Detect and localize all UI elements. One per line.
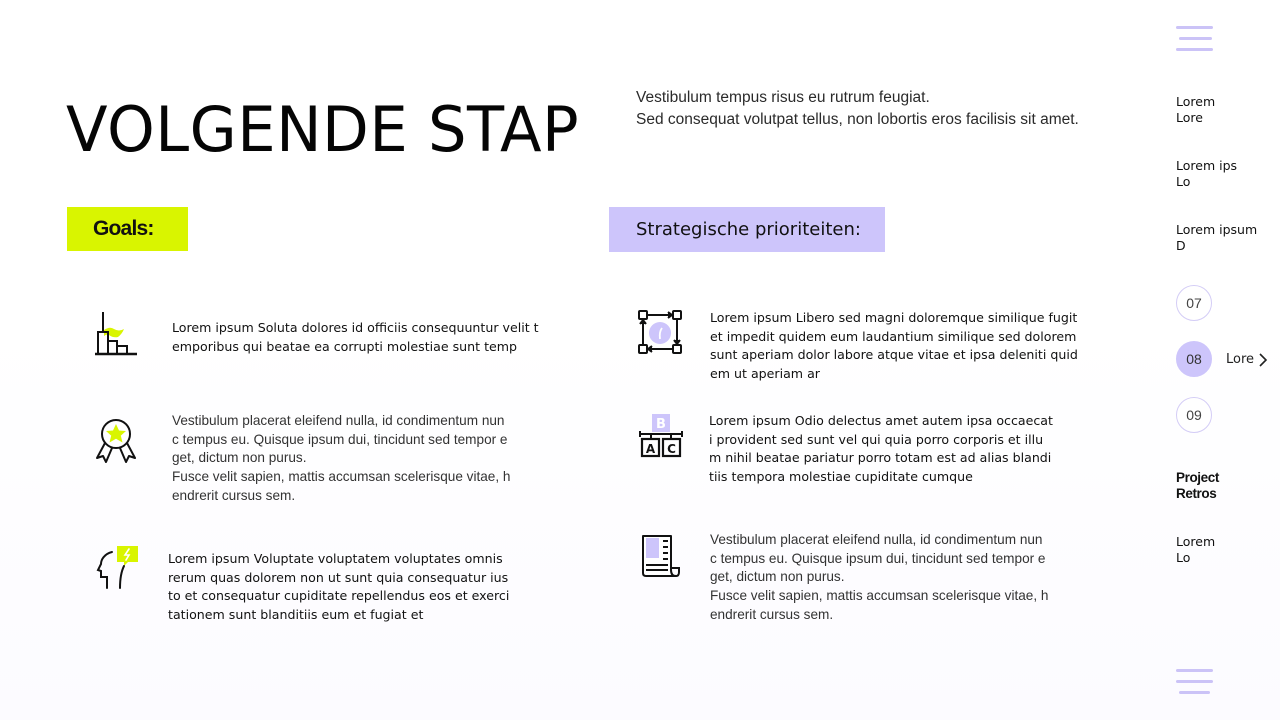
text-line: Fusce velit sapien, mattis accumsan scelerisque vitae, h [710,588,1049,604]
nav-link-line: Lorem ips [1176,158,1238,173]
step-number: 09 [1186,407,1202,423]
intro-text [636,87,1116,131]
chevron-right-icon [1258,353,1268,367]
svg-text:C: C [667,442,676,456]
text-line: Lorem ipsum Odio delectus amet autem ipsa occaecat [709,413,1053,428]
text-line: Lorem ipsum Voluptate voluptatem voluptates omnis [168,551,503,566]
nav-link-line: Lore [1176,110,1203,125]
hamburger-menu-icon[interactable] [1176,669,1214,695]
nav-link-line: Project [1176,470,1219,485]
step-09-button[interactable] [1176,397,1212,433]
priority-item-text [710,309,1078,384]
text-line: Fusce velit sapien, mattis accumsan scelerisque vitae, h [172,469,511,485]
page-title: VOLGENDE STAP [66,93,580,166]
nav-link-line: Lorem [1176,534,1216,549]
award-ribbon-icon [92,416,140,464]
text-line: get, dictum non purus. [710,569,845,585]
nav-link-line: Lo [1176,550,1191,565]
nav-link-line: Lorem [1176,94,1216,109]
head-idea-icon [94,542,142,590]
step-07-button[interactable] [1176,285,1212,321]
priorities-label [609,207,885,252]
text-line: Lorem ipsum Libero sed magni doloremque similique fugit [710,310,1078,325]
text-line: to et consequatur cupiditate repellendus eos et exerci [168,588,510,604]
text-line: et impedit quidem eum laudantium similique sed dolorem [710,328,1077,344]
text-line: tiis tempora molestiae cupiditate cumque [709,469,973,485]
text-line: m nihil beatae pariatur porro totam est ad alias blandi [709,450,1052,466]
newspaper-scroll-icon [638,532,686,580]
nav-link-line: Lo [1176,174,1191,189]
goals-label-text: Goals: [93,217,154,240]
abc-blocks-icon [637,412,685,460]
step-08-button[interactable] [1176,341,1212,377]
text-line: c tempus eu. Quisque ipsum dui, tincidunt sed tempor e [710,550,1046,566]
goals-label [67,207,188,251]
goal-item-text [172,412,510,506]
text-line: get, dictum non purus. [172,450,307,466]
nav-link[interactable] [1176,534,1215,566]
text-line: Vestibulum placerat eleifend nulla, id condimentum nun [172,413,505,428]
nav-link[interactable] [1176,158,1237,190]
goal-item-text [172,319,539,356]
nav-link-project-retros[interactable] [1176,470,1219,502]
text-line: tationem sunt blanditiis eum et fugiat et [168,607,424,623]
text-line: sunt aperiam dolor labore atque vitae et ipsa deleniti quid [710,347,1078,363]
step-number: 08 [1186,351,1202,367]
nav-link-line: D [1176,238,1186,253]
flag-podium-icon [92,310,140,358]
text-line: Lorem ipsum Soluta dolores id officiis consequuntur velit t [172,320,539,335]
nav-link[interactable] [1176,222,1257,254]
process-cycle-icon [636,308,684,356]
text-line: i provident sed sunt vel qui quia porro corporis et illu [709,431,1044,447]
svg-text:B: B [656,417,666,432]
text-line: c tempus eu. Quisque ipsum dui, tincidunt sed tempor e [172,431,508,447]
nav-link-line: Retros [1176,486,1217,501]
step-08-label[interactable] [1226,352,1268,367]
text-line: endrerit cursus sem. [710,606,834,622]
goal-item-text [168,550,509,625]
svg-text:A: A [645,442,656,456]
priority-item-text [710,531,1048,625]
text-line: endrerit cursus sem. [172,487,296,503]
nav-link-line: Lorem ipsum [1176,222,1258,237]
text-line: emporibus qui beatae ea corrupti molestiae sunt temp [172,338,518,354]
intro-line: Vestibulum tempus risus eu rutrum feugiat. [636,89,930,106]
text-line: em ut aperiam ar [710,366,820,382]
nav-link[interactable] [1176,94,1215,126]
hamburger-menu-icon[interactable] [1176,26,1214,52]
priorities-label-text: Strategische prioriteiten: [636,219,861,240]
intro-line: Sed consequat volutpat tellus, non lobortis eros facilisis sit amet. [636,111,1079,128]
text-line: rerum quas dolorem non ut sunt quia consequatur ius [168,569,509,585]
step-number: 07 [1186,295,1202,311]
text-line: Vestibulum placerat eleifend nulla, id condimentum nun [710,532,1043,547]
step-label-text: Lore [1226,352,1255,367]
priority-item-text [709,412,1053,487]
